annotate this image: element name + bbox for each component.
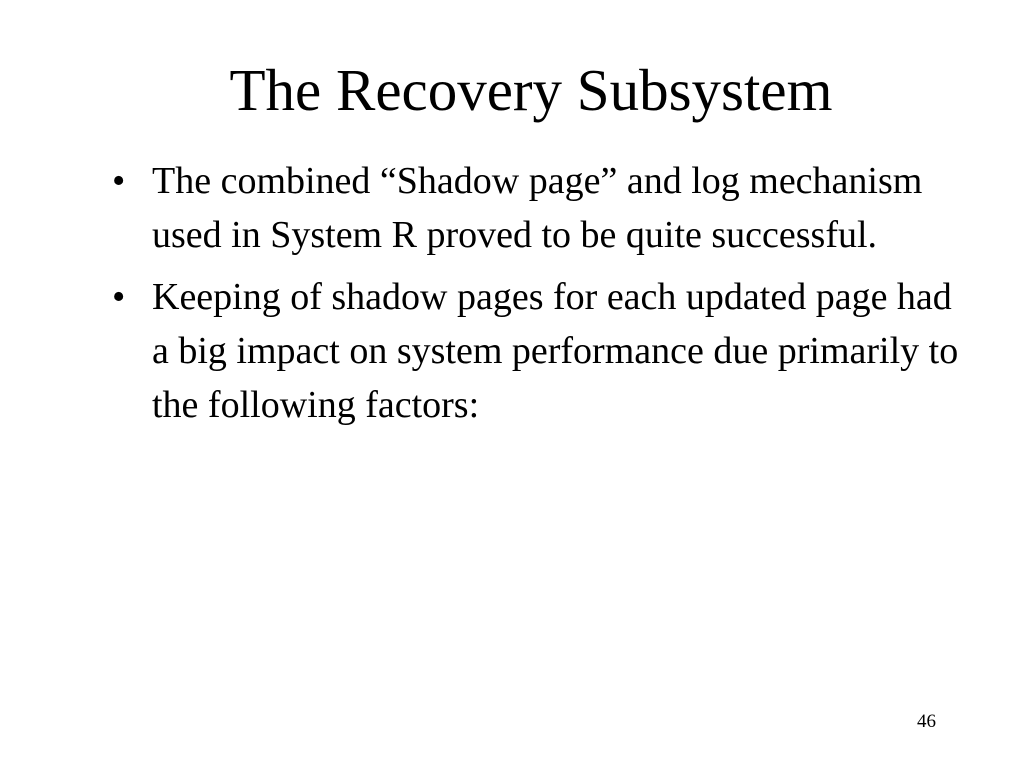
bullet-marker: •	[112, 160, 126, 202]
bullet-marker: •	[112, 276, 126, 318]
bullet-text: The combined “Shadow page” and log mechanism used in System R proved to be quite successful.	[152, 160, 923, 256]
bullet-text: Keeping of shadow pages for each updated page had a big impact on system performance due primarily to the following factors:	[152, 276, 959, 426]
page-number: 46	[917, 711, 936, 732]
slide-title: The Recovery Subsystem	[229, 57, 833, 123]
bullet-list	[112, 154, 972, 440]
bullet-item	[112, 154, 972, 262]
bullet-item	[112, 270, 972, 432]
